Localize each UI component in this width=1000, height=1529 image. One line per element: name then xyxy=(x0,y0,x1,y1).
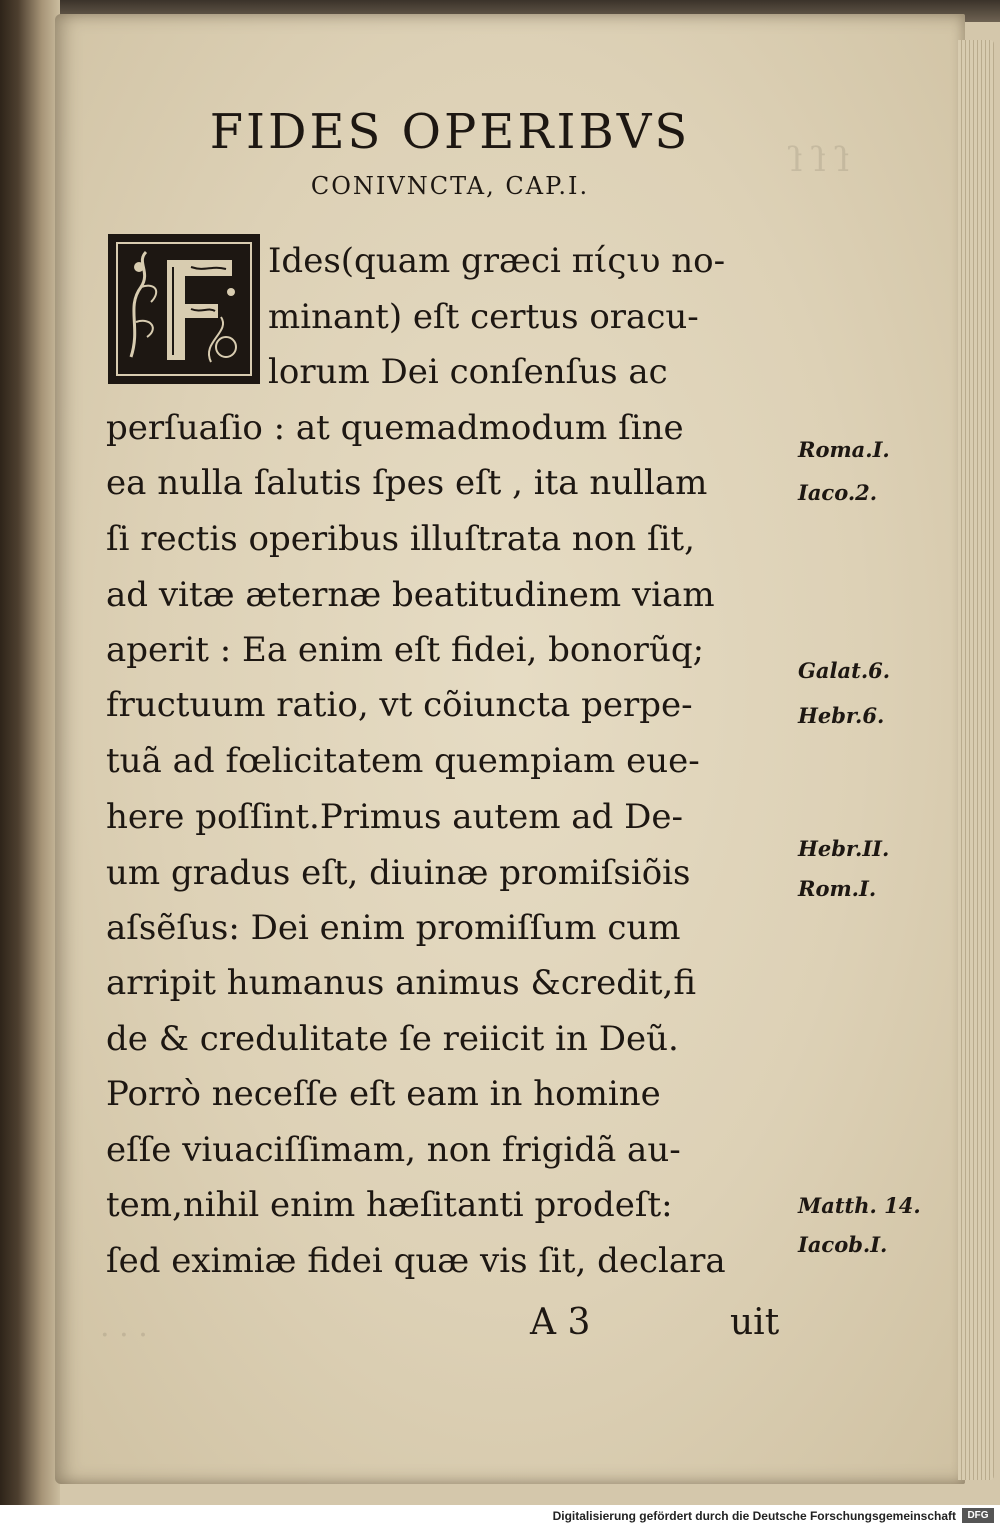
text-line: perſuaſio : at quemadmodum ſine xyxy=(106,408,684,448)
marginal-note: Rom.I. xyxy=(798,876,877,901)
text-line: de & credulitate ſe reiicit in Deũ. xyxy=(106,1019,679,1059)
text-line: ſed eximiæ fidei quæ vis ſit, declara xyxy=(106,1241,726,1281)
marginal-note: Matth. 14. xyxy=(798,1193,921,1218)
marginal-note: Iacob.I. xyxy=(798,1232,888,1257)
page-edges xyxy=(958,40,994,1480)
funding-credit: Digitalisierung gefördert durch die Deutsche Forschungsgemeinschaft xyxy=(552,1509,956,1523)
text-line: um gradus eſt, diuinæ promiſsiõis xyxy=(106,853,691,893)
text-line: Porrò neceſſe eſt eam in homine xyxy=(106,1074,661,1114)
marginal-note: Hebr.6. xyxy=(798,703,885,728)
signature-mark: A 3 xyxy=(530,1302,591,1343)
marginal-note: Roma.I. xyxy=(798,437,890,462)
text-line: ad vitæ æternæ beatitudinem viam xyxy=(106,575,715,615)
text-line: lorum Dei conſenſus ac xyxy=(268,352,668,392)
page-title: FIDES OPERIBVS xyxy=(209,104,691,160)
chapter-subtitle: CONIVNCTA, CAP.I. xyxy=(310,172,590,200)
text-line: tem,nihil enim hæſitanti prodeſt: xyxy=(106,1185,673,1225)
show-through: ſ ſ ſ xyxy=(790,140,850,180)
binding-gutter xyxy=(0,0,60,1510)
text-line: ea nulla ſalutis ſpes eſt , ita nullam xyxy=(106,463,708,503)
text-line: ſi rectis operibus illuſtrata non ſit, xyxy=(106,519,695,559)
decorated-initial xyxy=(108,234,260,384)
text-line: aſsẽſus: Dei enim promiſſum cum xyxy=(106,908,681,948)
text-line: here poſſint.Primus autem ad De- xyxy=(106,797,683,837)
marginal-note: Iaco.2. xyxy=(798,480,878,505)
show-through: · · · xyxy=(100,1318,148,1353)
text-line: Ides(quam græci πίςιυ no- xyxy=(268,241,726,281)
marginal-note: Galat.6. xyxy=(798,658,891,683)
text-line: arripit humanus animus &credit,fi xyxy=(106,963,697,1003)
text-line: aperit : Ea enim eſt fidei, bonorũq; xyxy=(106,630,705,670)
dfg-logo: DFG xyxy=(962,1508,994,1523)
text-line: tuã ad fœlicitatem quempiam eue- xyxy=(106,741,700,781)
text-line: eſſe viuaciſſimam, non frigidã au- xyxy=(106,1130,681,1170)
text-line: minant) eſt certus oracu- xyxy=(268,297,699,337)
text-line: fructuum ratio, vt cõiuncta perpe- xyxy=(106,685,693,725)
ornament-initial-icon xyxy=(111,237,257,381)
marginal-note: Hebr.II. xyxy=(798,836,890,861)
catchword: uit xyxy=(730,1302,780,1343)
